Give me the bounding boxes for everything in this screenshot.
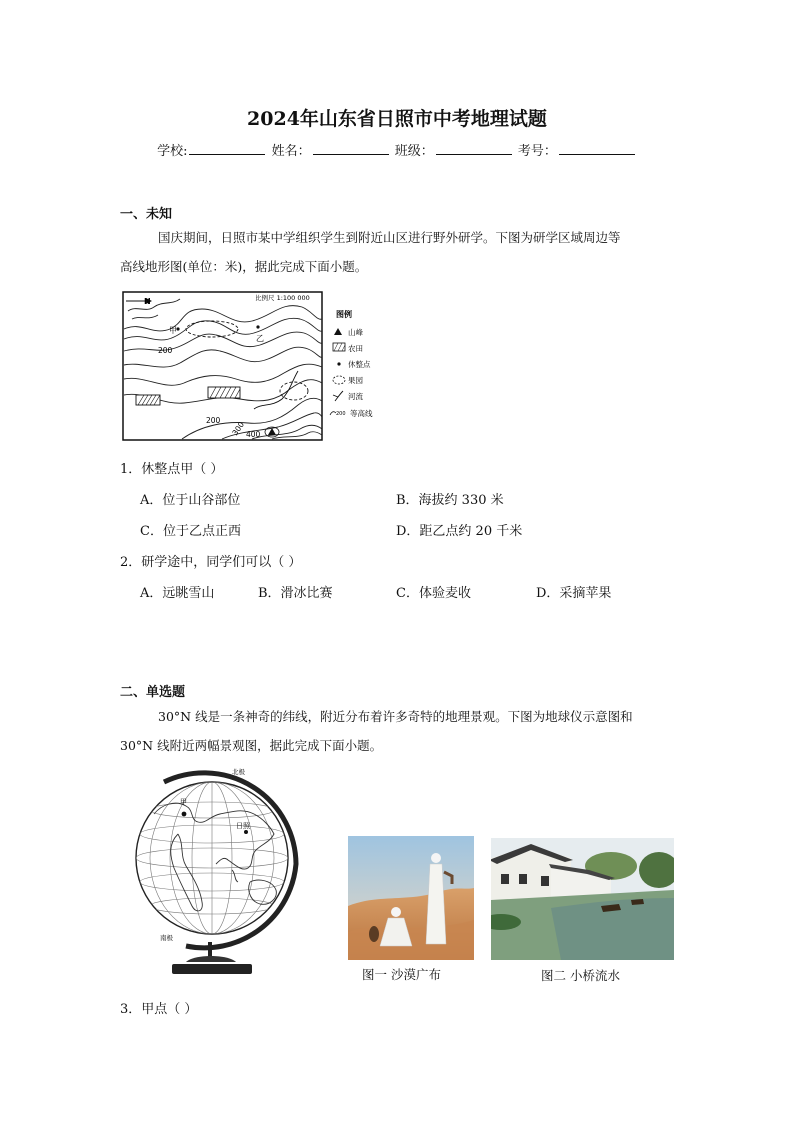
contour-label: 300 xyxy=(230,420,247,438)
contour-label: 400 xyxy=(246,430,261,439)
legend-orchard-icon xyxy=(333,376,345,384)
q1-stem: 1．休整点甲（ ） xyxy=(120,462,224,477)
q1-option-d[interactable]: D．距乙点约 20 千米 xyxy=(396,524,523,539)
caption-water-town: 图二 小桥流水 xyxy=(541,968,620,983)
class-label: 班级： xyxy=(394,144,434,159)
legend-rest-point: 休整点 xyxy=(348,360,371,369)
q2-option-a[interactable]: A．远眺雪山 xyxy=(140,586,215,601)
student-info-line xyxy=(0,140,794,159)
q1-option-c[interactable]: C．位于乙点正西 xyxy=(140,524,241,539)
legend-farmland: 农田 xyxy=(348,344,363,353)
page-title: 2024年山东省日照市中考地理试题 xyxy=(247,108,547,130)
section2-intro-line1: 30°N 线是一条神奇的纬线，附近分布着许多奇特的地理景观。下图为地球仪示意图和 xyxy=(158,709,633,724)
globe-stand-foot xyxy=(172,964,252,974)
globe-point-jia-icon xyxy=(182,812,187,817)
point-yi-label: 乙 xyxy=(256,334,264,343)
point-jia-label: 甲 xyxy=(169,326,177,335)
contour-label: 200 xyxy=(158,346,173,355)
globe-south-label: 南极 xyxy=(160,934,173,942)
q3-stem: 3．甲点（ ） xyxy=(120,1002,198,1017)
desert-photo xyxy=(348,836,474,960)
q2-option-b[interactable]: B．滑冰比赛 xyxy=(258,586,333,601)
globe-north-label: 北极 xyxy=(232,768,245,776)
map-scale: 比例尺 1:100 000 xyxy=(255,294,310,302)
number-blank[interactable] xyxy=(559,142,635,155)
person-head xyxy=(431,853,441,863)
section1-heading: 一、未知 xyxy=(120,207,173,222)
legend-title: 图例 xyxy=(336,310,352,319)
globe-rizhao-label: 日照 xyxy=(236,822,250,830)
q1-option-a[interactable]: A．位于山谷部位 xyxy=(140,493,241,508)
legend-river: 河流 xyxy=(348,392,363,401)
q2-option-d[interactable]: D．采摘苹果 xyxy=(536,586,612,601)
legend-rest-point-icon xyxy=(337,362,340,365)
number-label: 考号： xyxy=(517,144,557,159)
section2-heading: 二、单选题 xyxy=(120,685,186,700)
school-blank[interactable] xyxy=(189,142,265,155)
school-label: 学校: xyxy=(157,144,188,159)
q2-option-c[interactable]: C．体验麦收 xyxy=(396,586,471,601)
name-label: 姓名： xyxy=(271,144,311,159)
legend-peak-icon xyxy=(334,328,342,335)
globe-point-rizhao-icon xyxy=(244,830,248,834)
class-blank[interactable] xyxy=(436,142,512,155)
q1-option-b[interactable]: B．海拔约 330 米 xyxy=(396,493,504,508)
section1-intro xyxy=(120,223,680,281)
boat-icon xyxy=(631,899,644,905)
section1-intro-line2: 高线地形图(单位：米)，据此完成下面小题。 xyxy=(120,259,368,274)
falcon-icon xyxy=(369,926,379,942)
section1-intro-line1: 国庆期间，日照市某中学组织学生到附近山区进行野外研学。下图为研学区域周边等 xyxy=(158,230,621,245)
legend-peak: 山峰 xyxy=(348,328,363,337)
north-label: N xyxy=(144,297,151,306)
legend-contour: 等高线 xyxy=(350,409,373,418)
section2-intro-line2: 30°N 线附近两幅景观图，据此完成下面小题。 xyxy=(120,738,383,753)
globe-stand-base xyxy=(186,956,236,962)
legend-orchard: 果园 xyxy=(348,376,363,385)
legend-river-icon xyxy=(333,391,343,401)
caption-desert: 图一 沙漠广布 xyxy=(362,967,441,982)
globe-jia-label: 甲 xyxy=(180,798,187,806)
rest-point-yi-icon xyxy=(256,325,259,328)
legend-contour-sample: 200 xyxy=(336,411,346,417)
globe-illustration xyxy=(124,764,306,980)
name-blank[interactable] xyxy=(313,142,389,155)
q2-stem: 2．研学途中，同学们可以（ ） xyxy=(120,555,302,570)
water-town-photo xyxy=(491,838,674,960)
contour-label: 200 xyxy=(206,416,221,425)
contour-map xyxy=(122,291,384,443)
section2-intro xyxy=(120,702,680,760)
